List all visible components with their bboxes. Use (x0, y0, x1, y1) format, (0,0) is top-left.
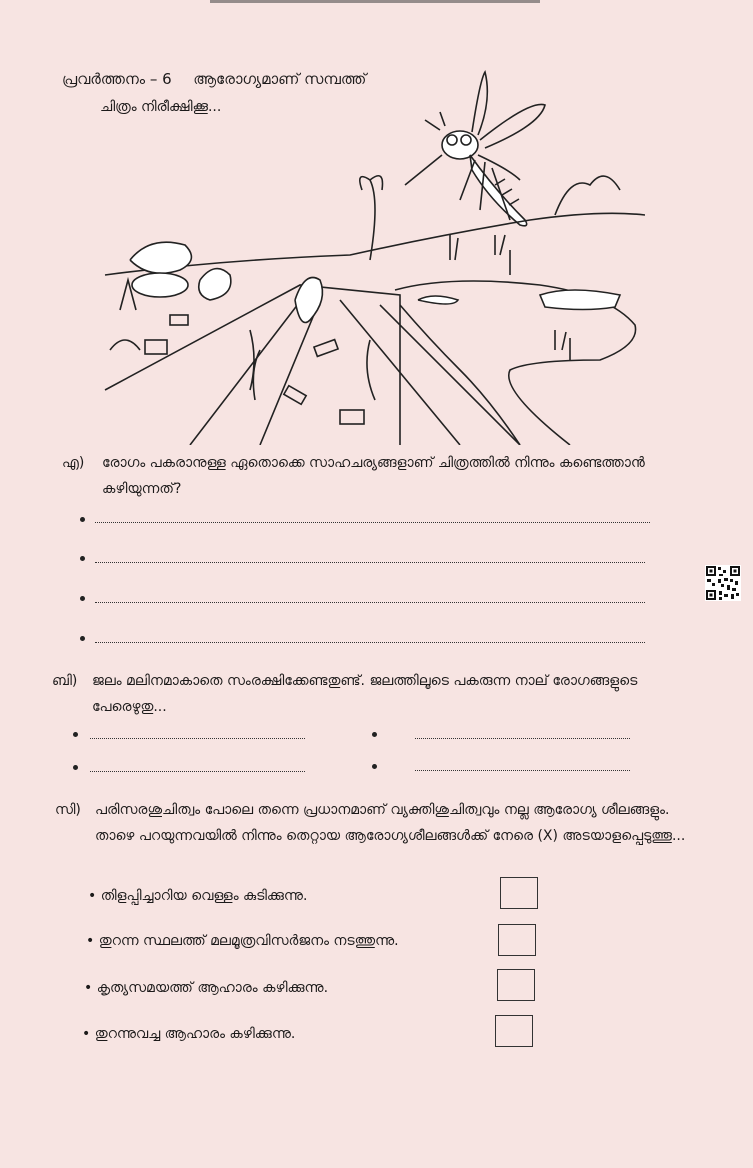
option-2-checkbox[interactable] (498, 924, 536, 956)
question-c (55, 797, 695, 877)
option-2: • തുറന്ന സ്ഥലത്ത് മലമൂത്രവിസർജനം നടത്തുന്നു. (86, 933, 399, 949)
option-1-checkbox[interactable] (500, 877, 538, 909)
option-3: • കൃത്യസമയത്ത് ആഹാരം കഴിക്കുന്നു. (84, 980, 329, 996)
answer-line-a1[interactable] (95, 522, 650, 523)
question-b-text: ജലം മലിനമാകാതെ സംരക്ഷിക്കേണ്ടതുണ്ട്. ജലത്തിലൂടെ പകരുന്ന നാല് രോഗങ്ങളുടെ പേരെഴുതു... (92, 673, 638, 715)
question-b (52, 668, 672, 728)
bullet-dot (80, 517, 85, 522)
option-1-label: തിളപ്പിച്ചാറിയ വെള്ളം കുടിക്കുന്നു. (100, 888, 308, 904)
answer-line-a4[interactable] (95, 642, 645, 643)
bullet-dot (80, 636, 85, 641)
answer-line-a2[interactable] (95, 562, 645, 563)
activity-label: പ്രവർത്തനം – 6 (62, 70, 172, 88)
option-3-checkbox[interactable] (497, 969, 535, 1001)
option-4-label: തുറന്നുവച്ച ആഹാരം കഴിക്കുന്നു. (94, 1026, 296, 1042)
bullet-dot (80, 596, 85, 601)
option-3-label: കൃത്യസമയത്ത് ആഹാരം കഴിക്കുന്നു. (96, 980, 329, 996)
bullet-dot (372, 764, 377, 769)
question-c-label: സി) (55, 802, 81, 818)
bullet-dot (73, 732, 78, 737)
option-4-checkbox[interactable] (495, 1015, 533, 1047)
question-a (62, 450, 682, 510)
answer-line-b3[interactable] (90, 771, 305, 772)
bullet-dot (372, 732, 377, 737)
answer-line-b1[interactable] (90, 738, 305, 739)
top-scan-edge (210, 0, 540, 3)
qr-code-icon (705, 565, 741, 601)
polluted-environment-illustration (100, 60, 645, 445)
activity-title: ആരോഗ്യമാണ് സമ്പത്ത് (193, 70, 367, 88)
question-c-text: പരിസരശുചിത്വം പോലെ തന്നെ പ്രധാനമാണ് വ്യക്തിശുചിത്വവും നല്ല ആരോഗ്യ ശീലങ്ങളും. താഴെ പറയുന്നവയിൽ നിന്നും തെറ്റായ ആരോഗ്യശീലങ്ങൾക്ക് നേരെ (X) അടയാളപ്പെടുത്തൂ... (95, 802, 686, 844)
answer-line-b4[interactable] (415, 770, 630, 771)
mosquito-drawing (405, 72, 545, 226)
option-4: • തുറന്നുവച്ച ആഹാരം കഴിക്കുന്നു. (82, 1026, 296, 1042)
question-b-label: ബി) (52, 673, 78, 689)
answer-line-a3[interactable] (95, 602, 645, 603)
option-2-label: തുറന്ന സ്ഥലത്ത് മലമൂത്രവിസർജനം നടത്തുന്നു. (98, 933, 399, 949)
bullet-dot (73, 765, 78, 770)
answer-line-b2[interactable] (415, 738, 630, 739)
question-a-text: രോഗം പകരാനുള്ള ഏതൊക്കെ സാഹചര്യങ്ങളാണ് ചിത്രത്തിൽ നിന്നും കണ്ടെത്താൻ കഴിയുന്നത്? (102, 455, 645, 497)
bullet-dot (80, 556, 85, 561)
question-a-label: എ) (62, 455, 85, 471)
option-1: • തിളപ്പിച്ചാറിയ വെള്ളം കുടിക്കുന്നു. (88, 888, 308, 904)
observe-instruction: ചിത്രം നിരീക്ഷിക്കൂ... (100, 99, 222, 115)
